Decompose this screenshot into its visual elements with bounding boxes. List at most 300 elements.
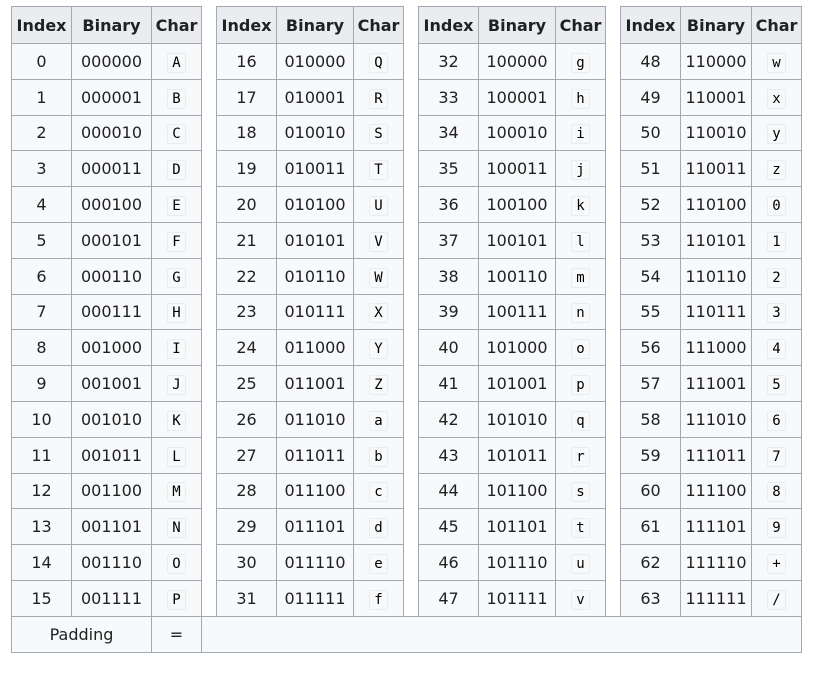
binary-cell: 001010 (72, 401, 152, 437)
table-row (12, 294, 802, 330)
table-row (12, 258, 802, 294)
column-gap (606, 258, 621, 294)
index-cell: 8 (12, 330, 72, 366)
header-row (12, 7, 802, 44)
table-row (12, 509, 802, 545)
binary-cell: 111010 (681, 401, 752, 437)
binary-cell: 111110 (681, 545, 752, 581)
char-cell (354, 366, 404, 402)
binary-cell: 011001 (277, 366, 354, 402)
header-index: Index (419, 7, 479, 44)
column-gap (404, 330, 419, 366)
char-cell (152, 330, 202, 366)
char-code: E (167, 196, 185, 216)
char-cell (152, 187, 202, 223)
char-cell (152, 509, 202, 545)
binary-cell: 010111 (277, 294, 354, 330)
char-code: u (571, 554, 589, 574)
index-cell: 53 (621, 222, 681, 258)
binary-cell: 001101 (72, 509, 152, 545)
char-code: B (167, 89, 185, 109)
binary-cell: 010101 (277, 222, 354, 258)
binary-cell: 000010 (72, 115, 152, 151)
column-gap (202, 401, 217, 437)
column-gap (606, 187, 621, 223)
table-row (12, 545, 802, 581)
char-code: C (167, 124, 185, 144)
index-cell: 24 (217, 330, 277, 366)
char-cell (354, 580, 404, 616)
header-char: Char (752, 7, 802, 44)
char-code: v (571, 590, 589, 610)
char-cell (354, 294, 404, 330)
char-code: b (369, 447, 387, 467)
index-cell: 36 (419, 187, 479, 223)
char-cell (152, 545, 202, 581)
padding-filler (202, 616, 802, 652)
index-cell: 33 (419, 79, 479, 115)
char-code: Q (369, 53, 387, 73)
char-cell (752, 401, 802, 437)
char-code: o (571, 339, 589, 359)
column-gap (404, 115, 419, 151)
index-cell: 51 (621, 151, 681, 187)
char-code: J (167, 375, 185, 395)
column-gap (404, 222, 419, 258)
binary-cell: 010011 (277, 151, 354, 187)
index-cell: 29 (217, 509, 277, 545)
column-gap (606, 44, 621, 80)
binary-cell: 110111 (681, 294, 752, 330)
column-gap (202, 7, 217, 44)
index-cell: 43 (419, 437, 479, 473)
char-code: k (571, 196, 589, 216)
char-code: X (369, 303, 387, 323)
table-body (12, 44, 802, 653)
column-gap (202, 509, 217, 545)
char-cell (556, 473, 606, 509)
column-gap (606, 222, 621, 258)
table-row (12, 222, 802, 258)
binary-cell: 101000 (479, 330, 556, 366)
char-code: N (167, 518, 185, 538)
column-gap (202, 258, 217, 294)
binary-cell: 111101 (681, 509, 752, 545)
binary-cell: 001000 (72, 330, 152, 366)
char-code: m (571, 268, 589, 288)
char-cell (152, 258, 202, 294)
char-code: + (767, 554, 785, 574)
char-cell (556, 44, 606, 80)
column-gap (404, 509, 419, 545)
char-code: p (571, 375, 589, 395)
binary-cell: 100001 (479, 79, 556, 115)
column-gap (202, 222, 217, 258)
char-cell (354, 44, 404, 80)
char-code: Y (369, 339, 387, 359)
column-gap (404, 366, 419, 402)
char-code: c (369, 482, 387, 502)
char-cell (556, 366, 606, 402)
binary-cell: 101111 (479, 580, 556, 616)
padding-char: = (152, 616, 202, 652)
index-cell: 50 (621, 115, 681, 151)
header-char: Char (354, 7, 404, 44)
char-cell (354, 545, 404, 581)
char-code: z (767, 160, 785, 180)
char-cell (752, 580, 802, 616)
binary-cell: 111011 (681, 437, 752, 473)
char-code: 5 (767, 375, 785, 395)
header-binary: Binary (479, 7, 556, 44)
char-cell (152, 366, 202, 402)
column-gap (202, 330, 217, 366)
base64-alphabet-table (11, 6, 802, 653)
binary-cell: 001001 (72, 366, 152, 402)
column-gap (202, 437, 217, 473)
column-gap (404, 294, 419, 330)
char-code: L (167, 447, 185, 467)
binary-cell: 111001 (681, 366, 752, 402)
index-cell: 63 (621, 580, 681, 616)
column-gap (606, 580, 621, 616)
index-cell: 40 (419, 330, 479, 366)
binary-cell: 000100 (72, 187, 152, 223)
char-cell (556, 580, 606, 616)
binary-cell: 110010 (681, 115, 752, 151)
char-code: 6 (767, 411, 785, 431)
char-cell (354, 401, 404, 437)
index-cell: 34 (419, 115, 479, 151)
column-gap (404, 7, 419, 44)
char-code: n (571, 303, 589, 323)
char-cell (752, 473, 802, 509)
index-cell: 52 (621, 187, 681, 223)
char-code: 1 (767, 232, 785, 252)
binary-cell: 111100 (681, 473, 752, 509)
column-gap (202, 187, 217, 223)
binary-cell: 100000 (479, 44, 556, 80)
column-gap (404, 151, 419, 187)
binary-cell: 100101 (479, 222, 556, 258)
binary-cell: 010000 (277, 44, 354, 80)
char-code: h (571, 89, 589, 109)
column-gap (202, 151, 217, 187)
char-cell (556, 187, 606, 223)
index-cell: 25 (217, 366, 277, 402)
char-cell (152, 580, 202, 616)
char-cell (556, 509, 606, 545)
char-cell (752, 187, 802, 223)
char-cell (152, 115, 202, 151)
index-cell: 39 (419, 294, 479, 330)
column-gap (606, 7, 621, 44)
header-index: Index (217, 7, 277, 44)
binary-cell: 001111 (72, 580, 152, 616)
index-cell: 48 (621, 44, 681, 80)
column-gap (606, 545, 621, 581)
column-gap (404, 580, 419, 616)
table-row (12, 44, 802, 80)
header-binary: Binary (681, 7, 752, 44)
column-gap (606, 473, 621, 509)
index-cell: 9 (12, 366, 72, 402)
index-cell: 2 (12, 115, 72, 151)
column-gap (404, 258, 419, 294)
char-cell (354, 473, 404, 509)
char-cell (752, 509, 802, 545)
index-cell: 20 (217, 187, 277, 223)
header-index: Index (621, 7, 681, 44)
char-cell (354, 151, 404, 187)
char-code: g (571, 53, 589, 73)
char-code: 7 (767, 447, 785, 467)
header-char: Char (556, 7, 606, 44)
binary-cell: 010110 (277, 258, 354, 294)
index-cell: 1 (12, 79, 72, 115)
binary-cell: 000101 (72, 222, 152, 258)
binary-cell: 111000 (681, 330, 752, 366)
char-cell (556, 258, 606, 294)
binary-cell: 100110 (479, 258, 556, 294)
char-code: D (167, 160, 185, 180)
index-cell: 54 (621, 258, 681, 294)
char-cell (752, 366, 802, 402)
index-cell: 10 (12, 401, 72, 437)
char-cell (752, 294, 802, 330)
column-gap (606, 79, 621, 115)
char-cell (752, 115, 802, 151)
char-code: s (571, 482, 589, 502)
char-code: I (167, 339, 185, 359)
index-cell: 47 (419, 580, 479, 616)
index-cell: 55 (621, 294, 681, 330)
index-cell: 23 (217, 294, 277, 330)
index-cell: 0 (12, 44, 72, 80)
header-char: Char (152, 7, 202, 44)
char-code: Z (369, 375, 387, 395)
char-code: 3 (767, 303, 785, 323)
binary-cell: 010001 (277, 79, 354, 115)
binary-cell: 011110 (277, 545, 354, 581)
index-cell: 62 (621, 545, 681, 581)
column-gap (404, 545, 419, 581)
index-cell: 42 (419, 401, 479, 437)
column-gap (606, 366, 621, 402)
column-gap (606, 401, 621, 437)
column-gap (606, 509, 621, 545)
binary-cell: 101100 (479, 473, 556, 509)
column-gap (202, 115, 217, 151)
binary-cell: 101010 (479, 401, 556, 437)
index-cell: 59 (621, 437, 681, 473)
char-cell (556, 545, 606, 581)
char-cell (556, 294, 606, 330)
char-code: G (167, 268, 185, 288)
binary-cell: 001110 (72, 545, 152, 581)
binary-cell: 001011 (72, 437, 152, 473)
char-cell (354, 509, 404, 545)
char-code: 0 (767, 196, 785, 216)
char-code: l (571, 232, 589, 252)
char-cell (152, 151, 202, 187)
char-cell (354, 79, 404, 115)
index-cell: 32 (419, 44, 479, 80)
header-index: Index (12, 7, 72, 44)
column-gap (404, 401, 419, 437)
char-cell (752, 330, 802, 366)
binary-cell: 011101 (277, 509, 354, 545)
index-cell: 16 (217, 44, 277, 80)
column-gap (404, 79, 419, 115)
binary-cell: 110011 (681, 151, 752, 187)
char-cell (752, 222, 802, 258)
char-cell (354, 330, 404, 366)
binary-cell: 011111 (277, 580, 354, 616)
char-code: a (369, 411, 387, 431)
char-cell (752, 545, 802, 581)
padding-row (12, 616, 802, 652)
table-row (12, 330, 802, 366)
index-cell: 22 (217, 258, 277, 294)
column-gap (404, 473, 419, 509)
index-cell: 27 (217, 437, 277, 473)
index-cell: 18 (217, 115, 277, 151)
index-cell: 37 (419, 222, 479, 258)
char-code: A (167, 53, 185, 73)
column-gap (202, 79, 217, 115)
binary-cell: 011000 (277, 330, 354, 366)
binary-cell: 110110 (681, 258, 752, 294)
char-cell (152, 222, 202, 258)
index-cell: 61 (621, 509, 681, 545)
binary-cell: 110000 (681, 44, 752, 80)
char-cell (556, 437, 606, 473)
char-code: 8 (767, 482, 785, 502)
index-cell: 21 (217, 222, 277, 258)
column-gap (606, 437, 621, 473)
char-cell (152, 44, 202, 80)
index-cell: 41 (419, 366, 479, 402)
table-row (12, 79, 802, 115)
column-gap (606, 330, 621, 366)
char-cell (752, 258, 802, 294)
index-cell: 38 (419, 258, 479, 294)
char-cell (152, 473, 202, 509)
index-cell: 6 (12, 258, 72, 294)
char-code: O (167, 554, 185, 574)
char-code: w (767, 53, 785, 73)
index-cell: 17 (217, 79, 277, 115)
binary-cell: 010010 (277, 115, 354, 151)
char-code: e (369, 554, 387, 574)
binary-cell: 000110 (72, 258, 152, 294)
column-gap (404, 437, 419, 473)
char-code: 2 (767, 268, 785, 288)
char-code: i (571, 124, 589, 144)
binary-cell: 100011 (479, 151, 556, 187)
index-cell: 15 (12, 580, 72, 616)
char-cell (556, 330, 606, 366)
column-gap (202, 44, 217, 80)
char-code: S (369, 124, 387, 144)
char-cell (556, 115, 606, 151)
table-row (12, 366, 802, 402)
column-gap (606, 294, 621, 330)
index-cell: 45 (419, 509, 479, 545)
binary-cell: 010100 (277, 187, 354, 223)
char-cell (556, 222, 606, 258)
char-code: t (571, 518, 589, 538)
binary-cell: 000011 (72, 151, 152, 187)
index-cell: 30 (217, 545, 277, 581)
index-cell: 31 (217, 580, 277, 616)
char-code: V (369, 232, 387, 252)
index-cell: 57 (621, 366, 681, 402)
index-cell: 46 (419, 545, 479, 581)
index-cell: 44 (419, 473, 479, 509)
char-code: d (369, 518, 387, 538)
index-cell: 35 (419, 151, 479, 187)
index-cell: 28 (217, 473, 277, 509)
char-code: P (167, 590, 185, 610)
index-cell: 11 (12, 437, 72, 473)
char-code: W (369, 268, 387, 288)
char-code: x (767, 89, 785, 109)
char-code: 9 (767, 518, 785, 538)
binary-cell: 110101 (681, 222, 752, 258)
binary-cell: 011010 (277, 401, 354, 437)
table-row (12, 115, 802, 151)
column-gap (202, 580, 217, 616)
binary-cell: 011100 (277, 473, 354, 509)
column-gap (606, 115, 621, 151)
char-cell (354, 258, 404, 294)
char-code: q (571, 411, 589, 431)
binary-cell: 101001 (479, 366, 556, 402)
char-cell (556, 151, 606, 187)
padding-label: Padding (12, 616, 152, 652)
binary-cell: 100111 (479, 294, 556, 330)
char-cell (556, 401, 606, 437)
index-cell: 26 (217, 401, 277, 437)
table-row (12, 187, 802, 223)
index-cell: 12 (12, 473, 72, 509)
column-gap (606, 151, 621, 187)
char-code: j (571, 160, 589, 180)
char-code: F (167, 232, 185, 252)
char-code: / (767, 590, 785, 610)
char-cell (354, 187, 404, 223)
char-cell (354, 437, 404, 473)
char-code: K (167, 411, 185, 431)
char-cell (152, 401, 202, 437)
char-code: f (369, 590, 387, 610)
binary-cell: 100010 (479, 115, 556, 151)
char-code: R (369, 89, 387, 109)
column-gap (202, 473, 217, 509)
binary-cell: 000000 (72, 44, 152, 80)
binary-cell: 001100 (72, 473, 152, 509)
table-row (12, 437, 802, 473)
binary-cell: 101101 (479, 509, 556, 545)
char-cell (152, 294, 202, 330)
binary-cell: 101110 (479, 545, 556, 581)
index-cell: 3 (12, 151, 72, 187)
index-cell: 49 (621, 79, 681, 115)
char-cell (752, 151, 802, 187)
char-cell (152, 437, 202, 473)
